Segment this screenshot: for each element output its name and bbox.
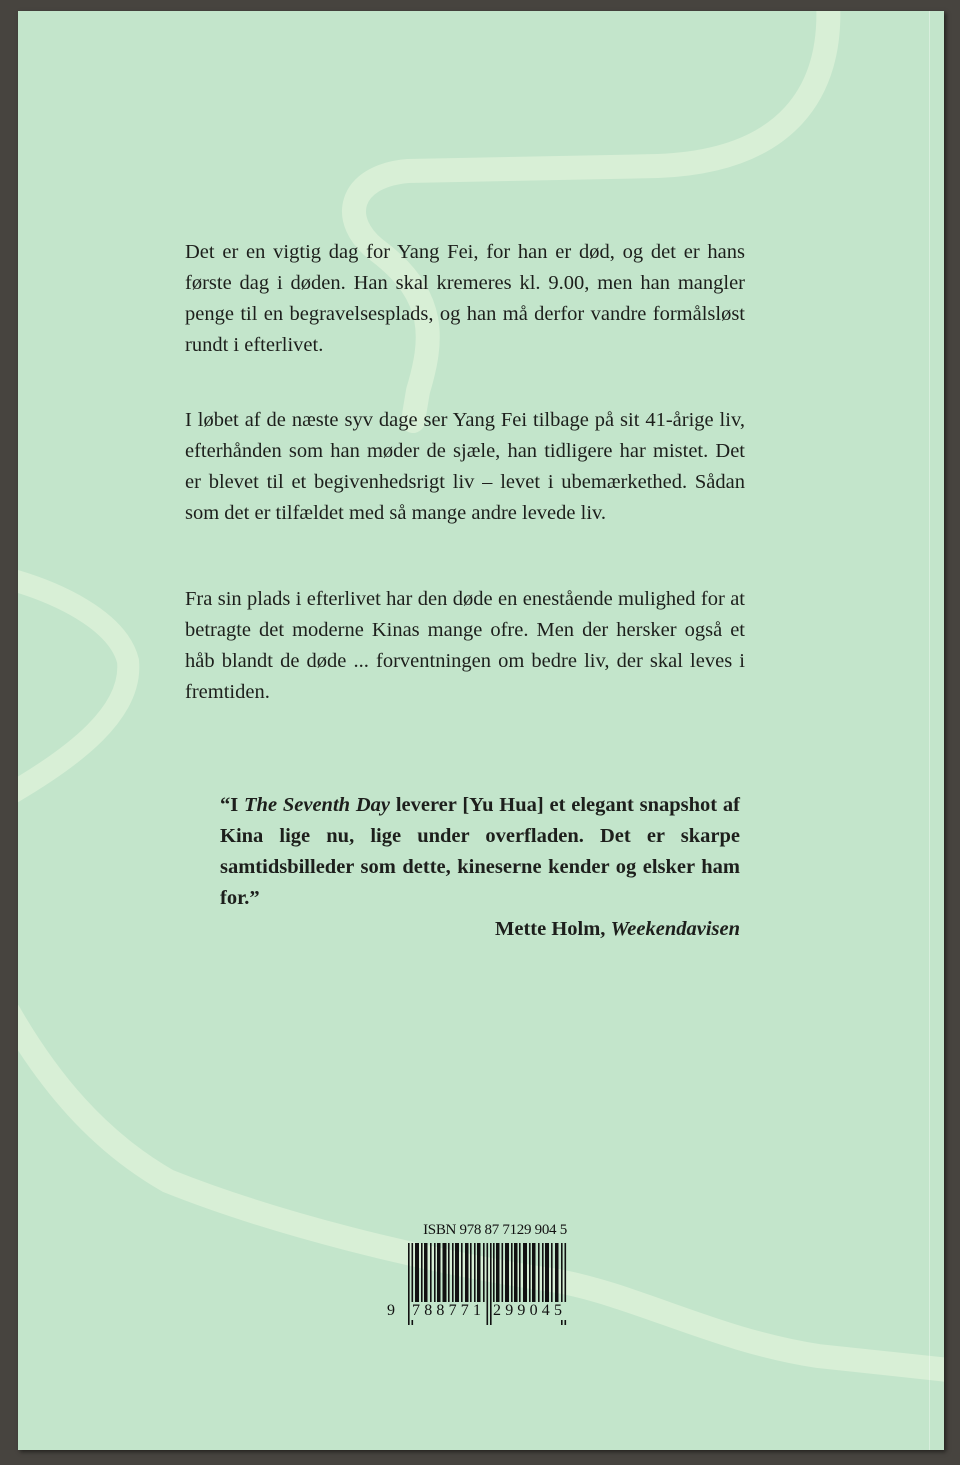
barcode-digits-right: 299045 — [493, 1302, 567, 1319]
review-publication: Weekendavisen — [610, 918, 740, 940]
review-quote — [220, 790, 740, 945]
blurb-paragraph-1 — [185, 237, 745, 361]
blurb-text-1: Det er en vigtig dag for Yang Fei, for han er død, og det er hans første dag i døden. Han skal kremeres kl. 9.00, men han mangler penge til en begravelsesplads, og han må derfor vandre formålsløst rundt i efterlivet. — [185, 241, 745, 356]
blurb-paragraph-2 — [185, 405, 745, 529]
reviewer-name: Mette Holm, — [495, 918, 611, 940]
barcode-digits-left: 788771 — [412, 1302, 486, 1319]
cover-edge-line — [929, 11, 930, 1450]
blurb-text-3: Fra sin plads i efterlivet har den døde en enestående mulighed for at betragte det moderne Kinas mange ofre. Men der hersker også et håb blandt de døde ... forventningen om bedre liv, der skal leves i fremtiden. — [185, 588, 745, 703]
quote-body: leverer [Yu Hua] et elegant snapshot af Kina lige nu, lige under overfladen. Det er skarpe samtidsbilleder som dette, kineserne kender og elsker ham for.” — [220, 794, 740, 909]
barcode-digit-first: 9 — [387, 1302, 395, 1319]
quoted-book-title: The Seventh Day — [244, 794, 391, 816]
blurb-text-2: I løbet af de næste syv dage ser Yang Fei tilbage på sit 41-årige liv, efterhånden som han møder de sjæle, han tidligere har mistet. Det er blevet til et begivenhedsrigt liv – levet i ubemærkethed. Sådan som det er tilfældet med så mange andre levede liv. — [185, 409, 745, 524]
blurb-paragraph-3 — [185, 584, 745, 708]
quote-open: “I — [220, 794, 245, 816]
isbn-label: ISBN 978 87 7129 904 5 — [423, 1222, 567, 1238]
review-attribution — [220, 914, 740, 945]
